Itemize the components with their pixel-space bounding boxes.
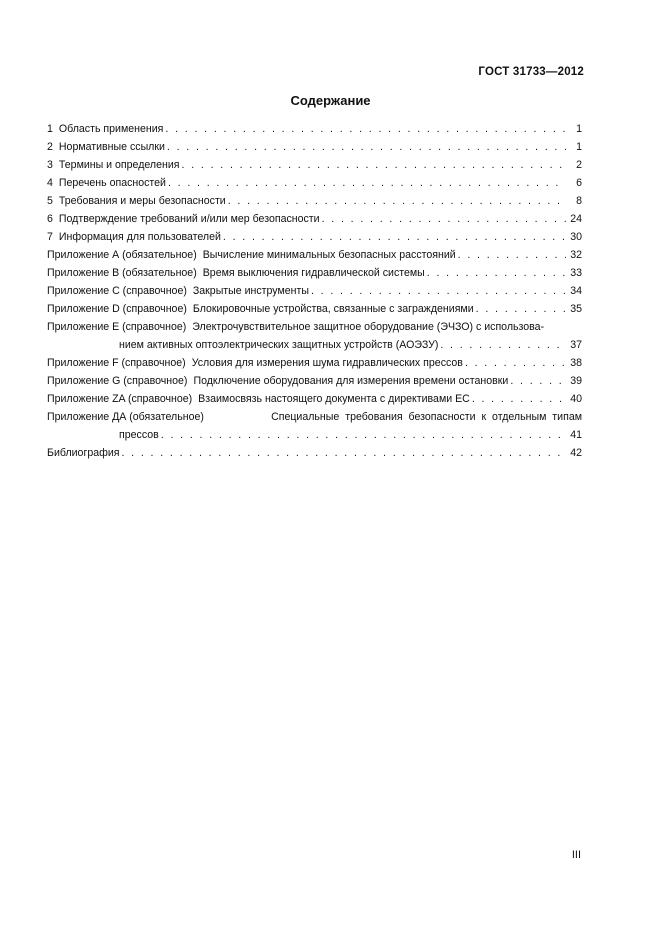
toc-entry[interactable] bbox=[47, 408, 582, 444]
entry-page: 8 bbox=[576, 195, 582, 207]
entry-number: Приложение Е (справочное) bbox=[47, 321, 187, 333]
toc-entry[interactable] bbox=[47, 390, 582, 408]
leader-dots bbox=[472, 390, 566, 408]
entry-number: 5 bbox=[47, 195, 53, 207]
standard-code: ГОСТ 31733—2012 bbox=[478, 66, 584, 78]
toc-entry[interactable] bbox=[47, 372, 582, 390]
leader-dots bbox=[223, 228, 566, 246]
entry-page: 1 bbox=[576, 141, 582, 153]
toc-entry[interactable] bbox=[47, 444, 582, 462]
entry-title: Подтверждение требований и/или мер безопасности bbox=[58, 213, 320, 225]
entry-title: Вычисление минимальных безопасных расстояний bbox=[202, 249, 456, 261]
entry-page: 39 bbox=[570, 375, 582, 387]
entry-page: 41 bbox=[570, 429, 582, 441]
entry-title: Область применения bbox=[58, 123, 164, 135]
entry-title: Термины и определения bbox=[58, 159, 180, 171]
leader-dots bbox=[427, 264, 566, 282]
leader-dots bbox=[465, 354, 566, 372]
entry-page: 38 bbox=[570, 357, 582, 369]
toc-entry[interactable] bbox=[47, 318, 582, 354]
entry-number: Приложение ДА (обязательное) bbox=[47, 411, 204, 423]
leader-dots bbox=[476, 300, 566, 318]
leader-dots bbox=[440, 336, 566, 354]
entry-title: Нормативные ссылки bbox=[58, 141, 165, 153]
toc-entry[interactable] bbox=[47, 174, 582, 192]
entry-title-continued: прессов bbox=[119, 429, 159, 441]
leader-dots bbox=[167, 138, 566, 156]
leader-dots bbox=[458, 246, 566, 264]
entry-page: 37 bbox=[570, 339, 582, 351]
toc-entry[interactable] bbox=[47, 228, 582, 246]
leader-dots bbox=[322, 210, 566, 228]
entry-page: 40 bbox=[570, 393, 582, 405]
toc-entry[interactable] bbox=[47, 264, 582, 282]
entry-title: Условия для измерения шума гидравлических прессов bbox=[191, 357, 463, 369]
toc-entry[interactable] bbox=[47, 138, 582, 156]
leader-dots bbox=[168, 174, 566, 192]
entry-number: Приложение ZA (справочное) bbox=[47, 393, 193, 405]
entry-page: 24 bbox=[570, 213, 582, 225]
entry-title: Информация для пользователей bbox=[58, 231, 221, 243]
toc-entry[interactable] bbox=[47, 156, 582, 174]
leader-dots bbox=[228, 192, 566, 210]
entry-number: 3 bbox=[47, 159, 53, 171]
entry-number: 6 bbox=[47, 213, 53, 225]
toc-entry[interactable] bbox=[47, 120, 582, 138]
entry-title: Взаимосвязь настоящего документа с директивами ЕС bbox=[198, 393, 470, 405]
leader-dots bbox=[161, 426, 566, 444]
leader-dots bbox=[121, 444, 566, 462]
entry-title: Подключение оборудования для измерения времени остановки bbox=[193, 375, 509, 387]
toc-entry[interactable] bbox=[47, 354, 582, 372]
entry-title: Требования и меры безопасности bbox=[58, 195, 226, 207]
entry-number: 2 bbox=[47, 141, 53, 153]
toc-entry[interactable] bbox=[47, 282, 582, 300]
leader-dots bbox=[510, 372, 566, 390]
entry-page: 35 bbox=[570, 303, 582, 315]
entry-page: 1 bbox=[576, 123, 582, 135]
toc-entry[interactable] bbox=[47, 300, 582, 318]
leader-dots bbox=[182, 156, 566, 174]
toc bbox=[47, 120, 582, 462]
entry-number: Приложение В (обязательное) bbox=[47, 267, 197, 279]
entry-page: 34 bbox=[570, 285, 582, 297]
toc-entry[interactable] bbox=[47, 210, 582, 228]
leader-dots bbox=[311, 282, 566, 300]
entry-number: Приложение D (справочное) bbox=[47, 303, 187, 315]
entry-page: 42 bbox=[570, 447, 582, 459]
entry-page: 2 bbox=[576, 159, 582, 171]
entry-title-continued: нием активных оптоэлектрических защитных устройств (АОЭЗУ) bbox=[119, 339, 439, 351]
toc-entry[interactable] bbox=[47, 192, 582, 210]
entry-number: 4 bbox=[47, 177, 53, 189]
page-number: III bbox=[571, 849, 581, 861]
entry-number: Приложение А (обязательное) bbox=[47, 249, 197, 261]
toc-entry[interactable] bbox=[47, 246, 582, 264]
entry-title: Время выключения гидравлической системы bbox=[202, 267, 425, 279]
entry-number: Приложение F (справочное) bbox=[47, 357, 186, 369]
entry-title: Блокировочные устройства, связанные с заграждениями bbox=[192, 303, 474, 315]
entry-title: Закрытые инструменты bbox=[192, 285, 309, 297]
entry-title: Специальные требования безопасности к отдельным типам bbox=[271, 411, 582, 423]
entry-number: Приложение С (справочное) bbox=[47, 285, 187, 297]
entry-page: 6 bbox=[576, 177, 582, 189]
entry-number: 7 bbox=[47, 231, 53, 243]
entry-page: 30 bbox=[570, 231, 582, 243]
entry-page: 32 bbox=[570, 249, 582, 261]
entry-title: Электрочувствительное защитное оборудование (ЭЧЗО) с использова- bbox=[192, 321, 545, 333]
toc-title: Содержание bbox=[290, 93, 371, 108]
entry-number: Приложение G (справочное) bbox=[47, 375, 188, 387]
entry-title: Перечень опасностей bbox=[58, 177, 166, 189]
entry-number: 1 bbox=[47, 123, 53, 135]
entry-page: 33 bbox=[570, 267, 582, 279]
entry-title: Библиография bbox=[47, 447, 120, 459]
leader-dots bbox=[165, 120, 566, 138]
